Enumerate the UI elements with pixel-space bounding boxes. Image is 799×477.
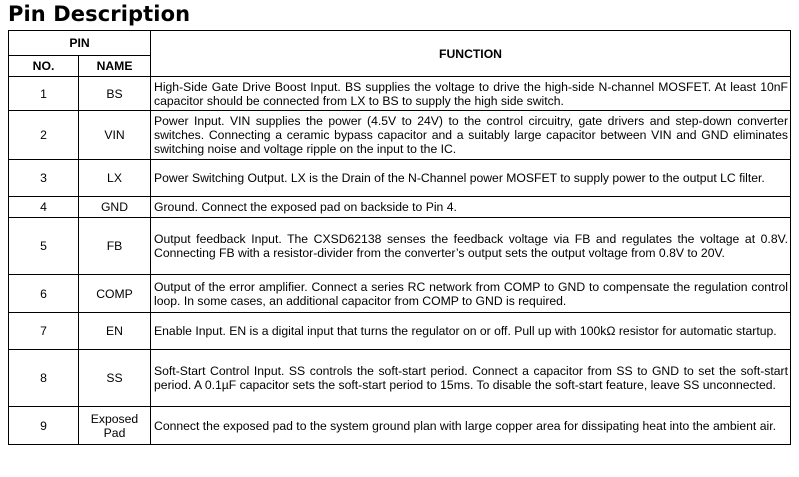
pin-number: 7 xyxy=(9,313,79,350)
table-row xyxy=(9,275,791,313)
table-row xyxy=(9,77,791,111)
pin-number: 8 xyxy=(9,350,79,407)
pin-description-table xyxy=(8,30,791,445)
pin-number: 2 xyxy=(9,111,79,160)
pin-function: Power Switching Output. LX is the Drain of the N-Channel power MOSFET to supply power to the output LC filter. xyxy=(151,160,791,197)
header-name: NAME xyxy=(79,56,151,77)
pin-function: Soft-Start Control Input. SS controls the soft-start period. Connect a capacitor from SS to GND to set the soft-start period. A 0.1µF capacitor sets the soft-start period to 15ms. To disable the soft-start feature, leave SS unconnected. xyxy=(151,350,791,407)
pin-number: 6 xyxy=(9,275,79,313)
pin-function: Connect the exposed pad to the system ground plan with large copper area for dissipating heat into the ambient air. xyxy=(151,407,791,445)
table-row xyxy=(9,218,791,275)
table-row xyxy=(9,313,791,350)
table-header xyxy=(9,31,791,77)
pin-name: VIN xyxy=(79,111,151,160)
pin-number: 9 xyxy=(9,407,79,445)
pin-name: BS xyxy=(79,77,151,111)
pin-name: Exposed Pad xyxy=(79,407,151,445)
pin-number: 3 xyxy=(9,160,79,197)
pin-name: EN xyxy=(79,313,151,350)
pin-function: Enable Input. EN is a digital input that turns the regulator on or off. Pull up with 100kΩ resistor for automatic startup. xyxy=(151,313,791,350)
pin-function: Power Input. VIN supplies the power (4.5V to 24V) to the control circuitry, gate drivers and step-down converter switches. Connecting a ceramic bypass capacitor and a suitably large capacitor between VIN and GND eliminates switching noise and voltage ripple on the input to the IC. xyxy=(151,111,791,160)
pin-name: COMP xyxy=(79,275,151,313)
pin-name: LX xyxy=(79,160,151,197)
header-no: NO. xyxy=(9,56,79,77)
pin-function: Output feedback Input. The CXSD62138 senses the feedback voltage via FB and regulates the voltage at 0.8V. Connecting FB with a resistor-divider from the converter’s output sets the output voltage from 0.8V to 20V. xyxy=(151,218,791,275)
pin-number: 5 xyxy=(9,218,79,275)
table-row xyxy=(9,407,791,445)
table-row xyxy=(9,197,791,218)
pin-name: GND xyxy=(79,197,151,218)
pin-function: High-Side Gate Drive Boost Input. BS supplies the voltage to drive the high-side N-channel MOSFET. At least 10nF capacitor should be connected from LX to BS to supply the high side switch. xyxy=(151,77,791,111)
page-title: Pin Description xyxy=(8,2,191,26)
pin-function: Ground. Connect the exposed pad on backside to Pin 4. xyxy=(151,197,791,218)
table-row xyxy=(9,111,791,160)
header-pin: PIN xyxy=(9,31,151,56)
header-function: FUNCTION xyxy=(151,31,791,77)
pin-name: SS xyxy=(79,350,151,407)
table-row xyxy=(9,160,791,197)
pin-number: 1 xyxy=(9,77,79,111)
table-row xyxy=(9,350,791,407)
pin-name: FB xyxy=(79,218,151,275)
pin-function: Output of the error amplifier. Connect a series RC network from COMP to GND to compensate the regulation control loop. In some cases, an additional capacitor from COMP to GND is required. xyxy=(151,275,791,313)
table-body xyxy=(9,77,791,445)
pin-number: 4 xyxy=(9,197,79,218)
